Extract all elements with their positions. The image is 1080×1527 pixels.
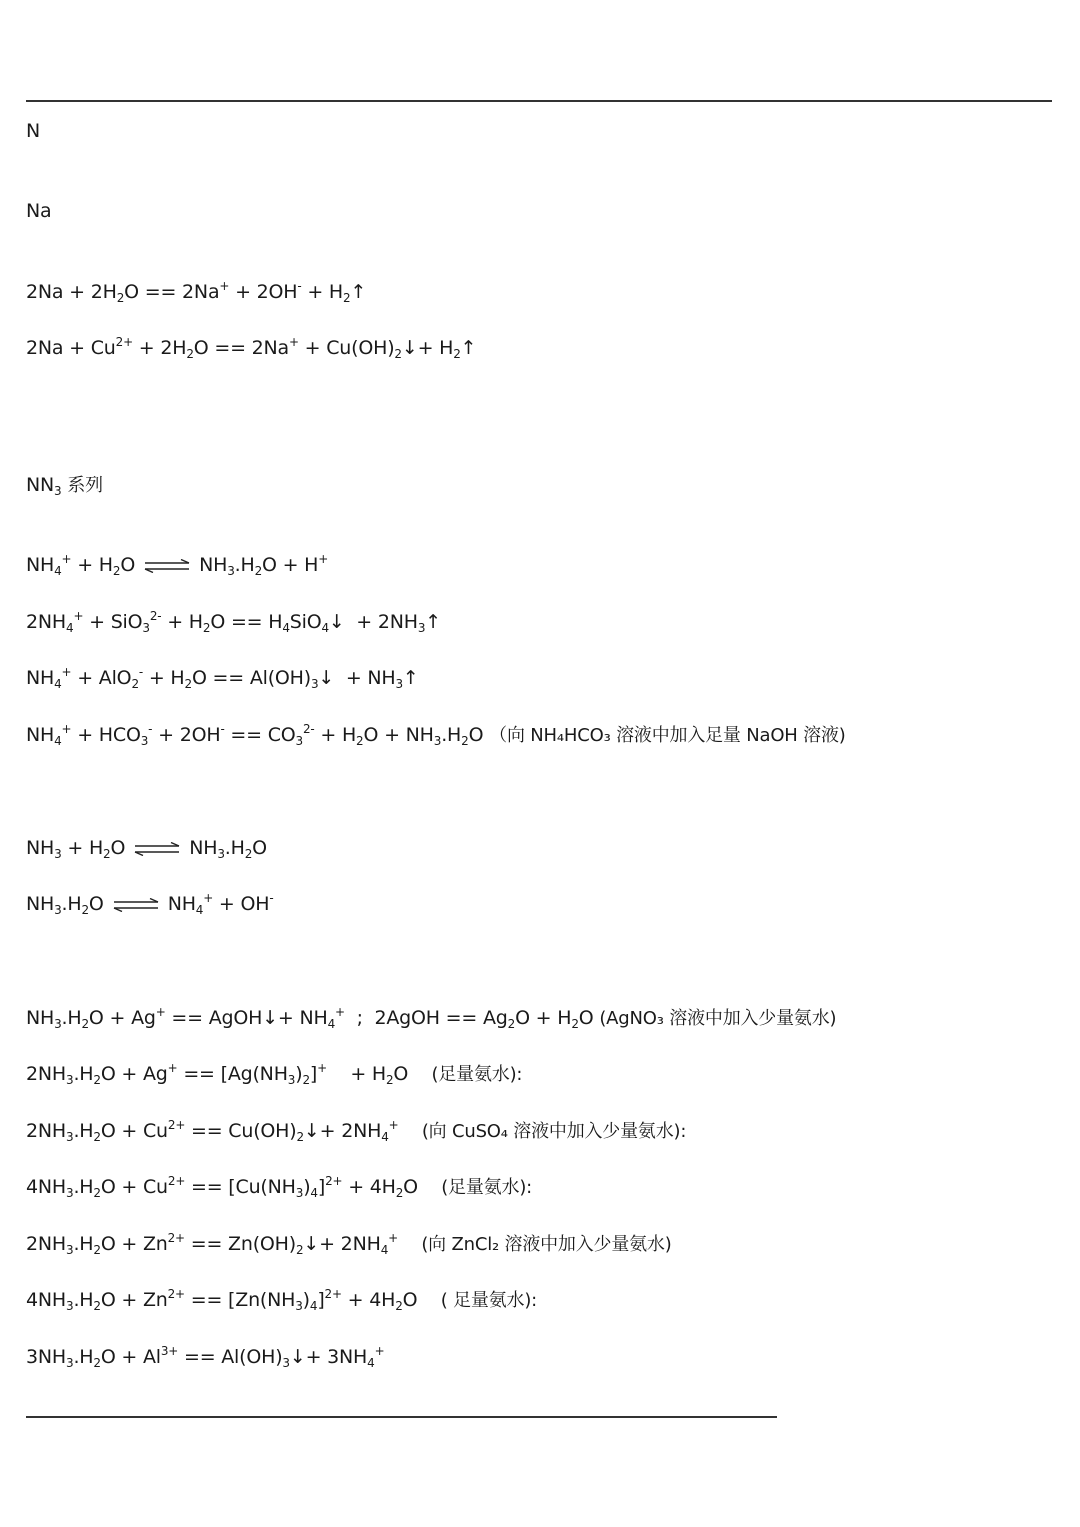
equation-line: $2NH_3.H_2O + Cu^{2+}$ == $Cu(OH)_2↓+ 2NH_4^+$ (向 CuSO₄ 溶液中加入少量氨水): bbox=[26, 1118, 687, 1144]
equation-line: $NH_3.H_2O + Ag^+$ == AgOH↓+ $NH_4^+$ ; 2AgOH == $Ag_2O + H_2O$ (AgNO₃ 溶液中加入少量氨水) bbox=[26, 1005, 837, 1031]
heading-text: Na bbox=[26, 200, 52, 222]
reaction-note: (AgNO₃ 溶液中加入少量氨水) bbox=[599, 1008, 837, 1029]
equation-line: $2NH_3.H_2O + Ag^+ == [Ag(NH_3)_2]^+$ + $H_2O$ (足量氨水): bbox=[26, 1061, 523, 1087]
equilibrium-arrow-icon bbox=[112, 898, 160, 912]
equation-line: $2Na + 2H_2O == 2Na^+ + 2OH^-$ + $H_2↑$ bbox=[26, 279, 367, 305]
equation-line: $3NH_3.H_2O + Al^{3+}$ == $Al(OH)_3↓+ 3NH_4^+$ bbox=[26, 1344, 385, 1370]
heading-text: N bbox=[26, 120, 41, 142]
top-divider bbox=[26, 100, 1052, 102]
equation-line: $NH_4^+ + AlO_2^- + H_2O$ == $Al(OH)_3↓$ + $NH_3↑$ bbox=[26, 665, 419, 691]
bottom-divider bbox=[26, 1416, 777, 1418]
heading-na bbox=[26, 199, 51, 223]
equilibrium-arrow-icon bbox=[133, 842, 181, 856]
equation-line: $NH_4^+ + H_2O$ $NH_3.H_2O + H^+$ bbox=[26, 552, 329, 578]
heading-sub: 3 bbox=[54, 484, 62, 498]
reaction-note: (向 ZnCl₂ 溶液中加入少量氨水) bbox=[421, 1234, 672, 1255]
heading-nh3-series bbox=[26, 473, 103, 498]
reaction-note: (足量氨水): bbox=[431, 1064, 523, 1085]
equation-line: $NH_4^+ + HCO_3^- + 2OH^- == CO_3^{2-} + H_2O + NH_3.H_2O$ （向 NH₄HCO₃ 溶液中加入足量 NaOH 溶液) bbox=[26, 722, 846, 748]
reaction-note: (足量氨水): bbox=[441, 1177, 533, 1198]
equation-line: $4NH_3.H_2O + Zn^{2+} == [Zn(NH_3)_4]^{2+} + 4H_2O$ ( 足量氨水): bbox=[26, 1287, 538, 1313]
heading-text: 系列 bbox=[67, 475, 103, 496]
heading-text: NN bbox=[26, 474, 55, 496]
equation-line: $2Na + Cu^{2+} + 2H_2O == 2Na^+$ + $Cu(OH)_2↓+$ $H_2↑$ bbox=[26, 335, 477, 361]
reaction-note: ( 足量氨水): bbox=[440, 1290, 538, 1311]
equation-line: $2NH_4^+ + SiO_3^{2-} + H_2O$ == $H_4SiO_4↓$ + $2NH_3↑$ bbox=[26, 609, 442, 635]
reaction-note: （向 NH₄HCO₃ 溶液中加入足量 NaOH 溶液) bbox=[489, 725, 846, 746]
equation-line: $4NH_3.H_2O + Cu^{2+} == [Cu(NH_3)_4]^{2+} + 4H_2O$ (足量氨水): bbox=[26, 1174, 533, 1200]
equation-line: $NH_3.H_2O$ $NH_4^+ + OH^-$ bbox=[26, 891, 274, 917]
equation-line: $NH_3 + H_2O$ $NH_3.H_2O$ bbox=[26, 837, 267, 861]
heading-n bbox=[26, 119, 40, 143]
equation-line: $2NH_3.H_2O + Zn^{2+}$ == $Zn(OH)_2↓+ 2NH_4^+$ (向 ZnCl₂ 溶液中加入少量氨水) bbox=[26, 1231, 672, 1257]
equilibrium-arrow-icon bbox=[143, 559, 191, 573]
reaction-note: (向 CuSO₄ 溶液中加入少量氨水): bbox=[421, 1121, 687, 1142]
